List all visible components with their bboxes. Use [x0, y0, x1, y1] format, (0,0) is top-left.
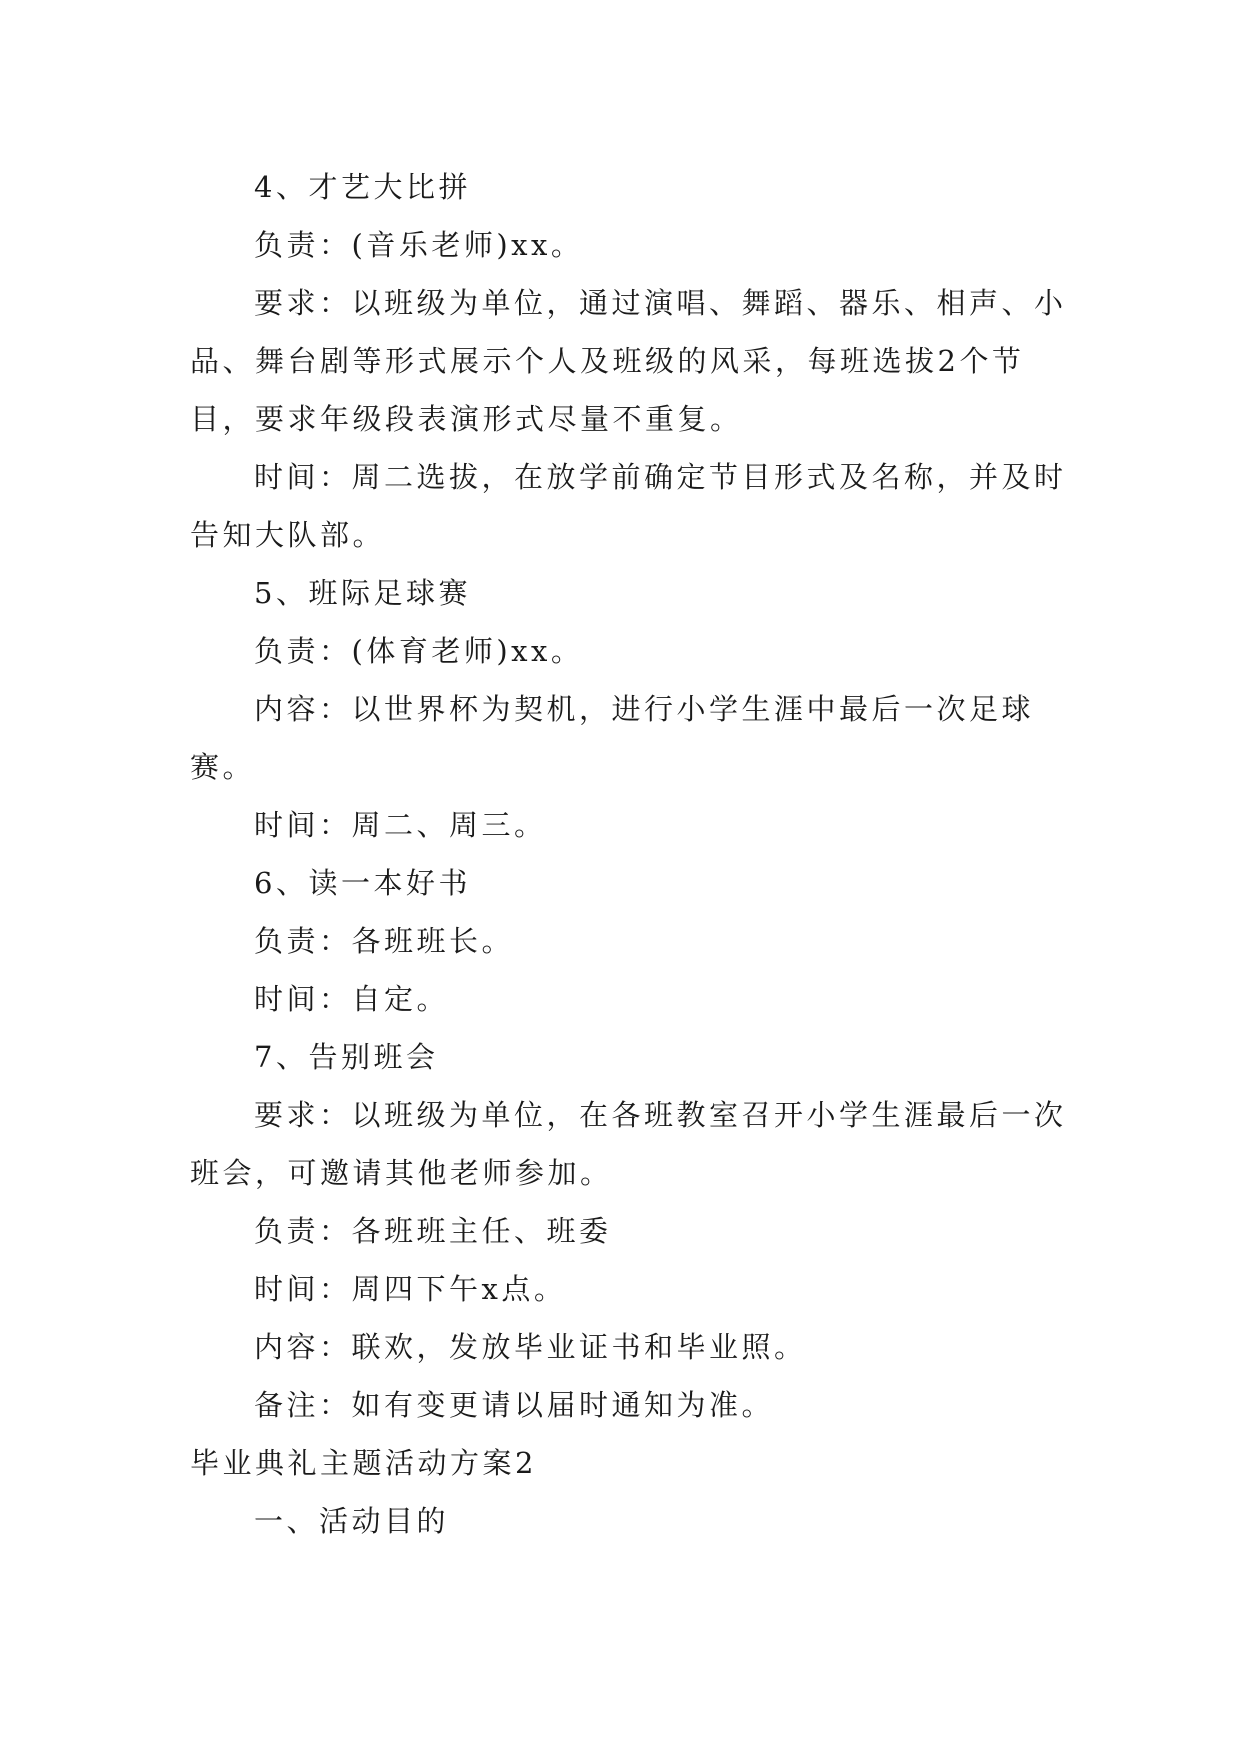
- heading-activity-purpose: 一、活动目的: [254, 1504, 450, 1538]
- reading-responsible: 负责：各班班长。: [254, 924, 515, 958]
- talent-show-responsible: 负责：(音乐老师)xx。: [254, 228, 584, 262]
- talent-show-requirements: 要求：以班级为单位，通过演唱、舞蹈、器乐、相声、小品、舞台剧等形式展示个人及班级的风采，每班选拔2个节目，要求年级段表演形式尽量不重复。: [190, 286, 1067, 436]
- talent-show-time: 时间：周二选拔，在放学前确定节目形式及名称，并及时告知大队部。: [190, 460, 1067, 552]
- document-body: [190, 158, 1070, 1550]
- football-content: 内容：以世界杯为契机，进行小学生涯中最后一次足球赛。: [190, 692, 1035, 784]
- heading-read-a-book: 6、读一本好书: [254, 866, 471, 900]
- heading-talent-show: 4、才艺大比拼: [254, 170, 471, 204]
- remarks: 备注：如有变更请以届时通知为准。: [254, 1388, 775, 1422]
- farewell-requirements: 要求：以班级为单位，在各班教室召开小学生涯最后一次班会，可邀请其他老师参加。: [190, 1098, 1067, 1190]
- farewell-time: 时间：周四下午x点。: [254, 1272, 567, 1306]
- heading-football-match: 5、班际足球赛: [254, 576, 471, 610]
- reading-time: 时间：自定。: [254, 982, 450, 1016]
- football-responsible: 负责：(体育老师)xx。: [254, 634, 584, 668]
- farewell-responsible: 负责：各班班主任、班委: [254, 1214, 612, 1248]
- football-time: 时间：周二、周三。: [254, 808, 547, 842]
- section-title-plan-2: 毕业典礼主题活动方案2: [190, 1446, 537, 1480]
- farewell-content: 内容：联欢，发放毕业证书和毕业照。: [254, 1330, 807, 1364]
- heading-farewell-meeting: 7、告别班会: [254, 1040, 439, 1074]
